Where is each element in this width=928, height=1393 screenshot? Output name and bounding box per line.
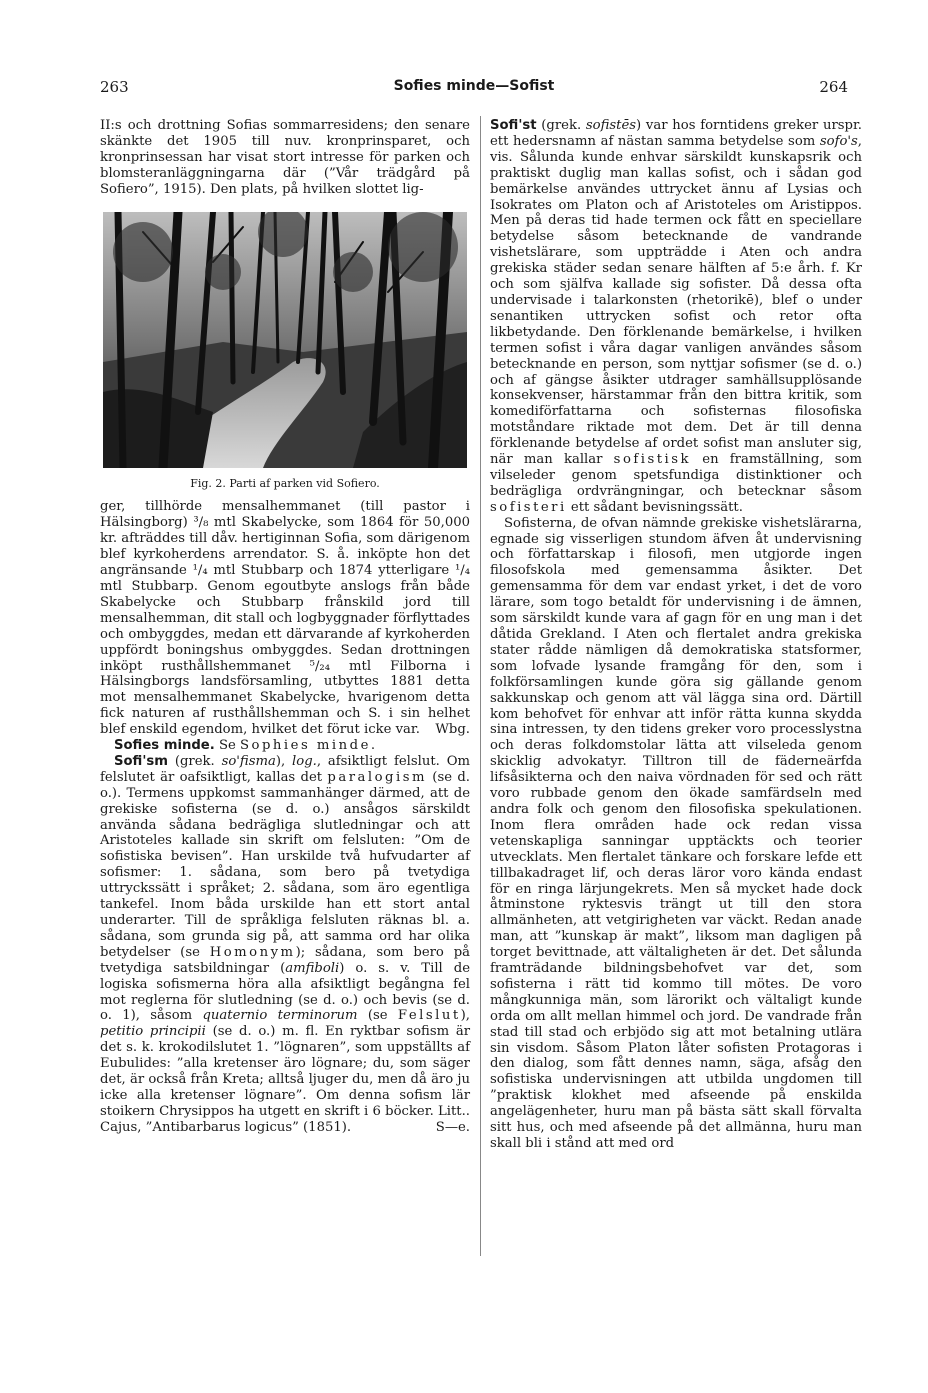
cross-reference: Homonym (209, 944, 296, 960)
page-number-right: 264 (819, 78, 848, 96)
page-number-left: 263 (100, 78, 129, 96)
entry-sofies-minde (100, 738, 470, 754)
text-run: ); sådana, som bero på tvetydiga satsbildningar ( (100, 944, 471, 976)
text-run: ), (460, 1008, 470, 1024)
greek-term: so'fisma (221, 753, 276, 769)
greek-term: sofistēs (585, 118, 637, 133)
entry-sofism (100, 754, 470, 1136)
term: petitio principii (100, 1024, 206, 1040)
spaced-term: sofistisk (613, 452, 692, 468)
paragraph-text: ger, tillhörde mensalhemmanet (till pastor i Hälsingborg) ³/₈ mtl Skabelycke, som 1864 för 50,000 kr. afträddes till dåv. hertiginnan Sofia, som därigenom blef kyrkoherdens arrendator. S. å. inköpte hon det angränsande ¹/₄ mtl Stubbarp och 1874 ytterligare ¹/₄ mtl Stubbarp. Genom egoutbyte anslogs från både Skabelycke och Stubbarp frånskild jord till mensalhemman, dit stall och logbyggnader förflyttades och ombyggdes, medan ett därvarande af kyrkoherden uppfördt boningshus ombyggdes. Sedan drottningen inköpt rusthållshemmanet ⁵/₂₄ mtl Filborna i Hälsingborgs landsförsamling, utbyttes 1881 detta mot mensalhemmanet Skabelycke, hvarigenom detta fick naturen af rusthållshemman och S. i sin helhet blef enskild egendom, hvilket det förut icke var. (100, 499, 470, 738)
figure-caption: Fig. 2. Parti af parken vid Sofiero. (190, 476, 380, 490)
headword: Sofi'st (490, 118, 537, 133)
text-run: ) o. s. v. Till de logiska sofismerna höra alla afsiktligt begångna fel mot reglerna för slutledning (se d. o.) och bevis (se d. o. 1), såsom (100, 960, 470, 1024)
column-divider (480, 116, 481, 1256)
cross-reference: paralogism (327, 769, 427, 785)
text-run: ett sådant bevisningssätt. (566, 499, 743, 515)
text-run: , vis. Sålunda kunde enhvar särskildt kunskapsrik och praktiskt duglig man kallas sofist, och i sådan god bemärkelse användes uttrycket ännu af Lysias och Isokrates om Platon och af Aristoteles om Aristippos. Men på deras tid hade termen ock fått en speciellare betydelse såsom betecknande de vandrande vishetslärare, som uppträdde i Aten och andra grekiska städer sedan senare hälften af 5:e årh. f. Kr och som själfva kallade sig sofister. Då dessa ofta undervisade i talarkonsten (rhetorikē), blef o under senantiken uttrycken sofist och retor ofta likbetydande. Den förklenande bemärkelse, i hvilken termen sofist i våra dagar vanligen användes såsom betecknande en person, som nyttjar sofismer (se d. o.) och af gängse åsikter utdrager samhällsupplösande konsekvenser, härstammar från den bittra kritik, som komediförfattarna och sofisternas filosofiska motståndare riktade mot dem. Det är till denna förklenande betydelse af ordet sofist man ansluter sig, när man kallar (490, 133, 862, 468)
text-run: (se d. o.). Termens uppkomst sammanhänger därmed, att de grekiske sofisterna (se d. o.) ansågos särskildt använda sådana bedrägliga slutledningar och att Aristoteles kallade sin skrift om felsluten: ”Om de sofistiska bevisen”. Han urskilde två hufvudarter af sofismer: 1. sådana, som bero på tvetydiga uttryckssätt i språket; 2. sådana, som äro egentliga tankefel. Inom båda urskilde han ett stort antal underarter. Till de språkliga felsluten räknas bl. a. sådana, som grunda sig på, att samma ord har olika betydelser (se (100, 769, 470, 960)
text-run: en framställning, som vilseleder genom spetsfundiga distinktioner och bedrägliga ordvrängningar, och betecknar såsom (490, 452, 862, 499)
text-run: (se d. o.) m. fl. En ryktbar sofism är det s. k. krokodilslutet 1. ”lögnaren”, som uppställts af Eubulides: ”alla kretenser äro lögnare; du, som säger det, är också från Kreta; alltså ljuger du, men då äro ju icke alla kretenser lögnare”. Om denna sofism lär stoikern Chrysippos ha utgett en skrift i 6 böcker. Litt.. Cajus, ”Antibarbarus logicus” (1851). (100, 1024, 470, 1135)
greek-term: sofo's (819, 133, 858, 149)
spaced-term: sofisteri (490, 499, 567, 515)
park-photo (103, 212, 467, 468)
text-run: , afsiktligt felslut. Om felslutet är oafsiktligt, kallas det (100, 753, 471, 785)
text-run: (grek. (536, 118, 586, 133)
headword: Sofi'sm (114, 753, 168, 769)
signature: Wbg. (435, 722, 470, 738)
signature: S—e. (435, 1119, 470, 1135)
cross-reference: Felslut (397, 1008, 461, 1024)
text-run: (se (357, 1008, 398, 1024)
cross-reference: Sophies minde (240, 738, 371, 754)
term: quaternio terminorum (202, 1008, 358, 1024)
headword: Sofies minde. (114, 738, 215, 754)
text-run: ) var hos forntidens greker urspr. ett hedersnamn af nästan samma betydelse som (490, 118, 862, 149)
entry-sofist (490, 118, 862, 516)
page-header (100, 78, 848, 98)
text-run: (grek. (167, 753, 222, 769)
paragraph: Sofisterna, de ofvan nämnde grekiske vishetslärarna, egnade sig visserligen stundom äfven åt undervisning och författarskap i filosofi, men utgjorde ingen filosofskola med gemensamma åsikter. Det gemensamma för dem var endast yrket, i det de voro lärare, som togo betaldt för undervisning i de ämnen, som särskildt kunde vara af gagn för en ung man i det dåtida Grekland. I Aten och flertalet andra grekiska stater rådde nämligen då demokratiska statsformer, som lofvade lysande framgång för den, som i folkförsamlingen kunde göra sig gällande genom sakkunskap och genom att väl lägga sina ord. Därtill kom behofvet för enhvar att inför rätta kunna skydda sina intressen, ty den tidens greker voro processlystna och deras folkdomstolar lätta att vilseleda genom skicklig advokatyr. Tilltron till de fäderneärfda lifsåsikterna och den naiva vördnaden för sed och rätt voro rubbade genom den ökade samfärdseln med andra folk och genom den filosofiska spekulationen. Inom flera områden hade ock redan vissa vetenskapliga sanningar upptäckts och teorier utvecklats. Men flertalet tänkare och forskare lefde ett tillbakadraget lif, och deras läror voro kända endast för en ringa lärjungekrets. Men så mycket hade dock åtminstone ryktesvis trängt ut till den stora allmänheten, att vetgirigheten var väckt. Redan anade man, att ”kunskap är makt”, liksom man dagligen på torget bevittnade, att vältaligheten är det. Det sålunda framträdande bildningsbehofvet var det, som sofisterna i rätt tid kommo till mötes. De voro mångkunniga män, som lärorikt och vältaligt kunde orda om allt mellan himmel och jord. De vandrade från stad till stad och erbjödo sig att mot betalning utlära sin visdom. Såsom Platon låter sofisten Protagoras i den dialog, som fått dennes namn, säga, afsåg den sofistiska undervisningen att utbilda ungdomen till ”praktisk klokhet med afseende på enskilda angelägenheter, huru man på bästa sätt skall förvalta sitt hus, och med afseende på det allmänna, huru man skall bli i stånd att med ord (490, 515, 862, 1151)
paragraph: II:s och drottning Sofias sommarresidens; den senare skänkte det 1905 till nuv. kronprinsparet, och kronprinsessan har visat stort intresse för parken och blomsteranläggningarna där (”Vår trädgård på Sofiero”, 1915). Den plats, på hvilken slottet lig- (100, 118, 470, 197)
text-run: ), (275, 753, 293, 769)
left-column (100, 118, 470, 1136)
field-label: log. (292, 753, 317, 769)
right-column (490, 118, 862, 1152)
running-title: Sofies minde—Sofist (393, 78, 555, 94)
park-photo-image (103, 212, 467, 468)
see-word: Se (218, 738, 236, 754)
paragraph (100, 499, 470, 738)
term: amfiboli (285, 960, 340, 976)
entry-end: . (370, 738, 376, 754)
